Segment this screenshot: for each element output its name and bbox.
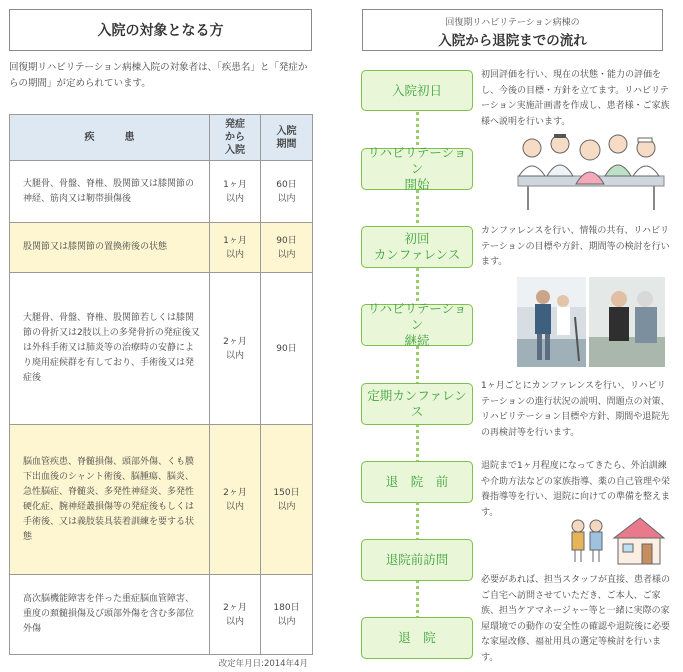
step-admission-day: 入院初日 [361, 70, 473, 111]
table-row [10, 223, 313, 273]
step-rehab-start: リハビリテーション 開始 [361, 148, 473, 190]
admission-criteria-title: 入院の対象となる方 [9, 9, 312, 51]
disease-cell: 大腿骨、骨盤、脊椎、股関節又は膝関節の神経、筋肉又は靭帯損傷後 [10, 161, 210, 223]
disease-criteria-table [9, 114, 313, 655]
period-cell: 180日 以内 [261, 575, 313, 655]
onset-cell: 2ヶ月 以内 [210, 425, 261, 575]
step-rehab-continue: リハビリテーション 継続 [361, 304, 473, 346]
rehab-therapy-photo [589, 277, 665, 367]
rehab-walking-photo [517, 277, 586, 367]
care-team-illustration [510, 126, 670, 212]
table-row [10, 575, 313, 655]
onset-column-header: 発症 から 入院 [210, 115, 261, 161]
flow-title: 入院から退院までの流れ [438, 33, 587, 49]
table-row [10, 273, 313, 425]
onset-cell: 2ヶ月 以内 [210, 575, 261, 655]
desc-admission-day: 初回評価を行い、現在の状態・能力の評価をし、今後の目標・方針を立てます。リハビリテーション実施計画書を作成し、患者様・ご家族様へ説明を行います。 [481, 70, 670, 127]
onset-cell: 1ヶ月 以内 [210, 161, 261, 223]
desc-discharge-visit: 必要があれば、担当スタッフが直接、患者様のご自宅へ訪問させていただき、ご本人、ご家族、担当ケアマネージャー等と一緒に実際の家屋環境での動作の安全性の確認や退院後に必要な家屋改修、福祉用具の選定等検討を行います。 [481, 575, 671, 663]
onset-cell: 2ヶ月 以内 [210, 273, 261, 425]
admission-criteria-intro: 回復期リハビリテーション病棟入院の対象者は、「疾患名」と「発症からの期間」が定められています。 [9, 62, 308, 89]
step-pre-discharge-visit: 退院前訪問 [361, 539, 473, 581]
period-cell: 90日 [261, 273, 313, 425]
flow-subtitle: 回復期リハビリテーション病棟の [445, 18, 580, 28]
disease-cell: 股関節又は膝関節の置換術後の状態 [10, 223, 210, 273]
table-header-row [10, 115, 313, 161]
flow-title-box [362, 9, 663, 51]
disease-column-header: 疾 患 [10, 115, 210, 161]
desc-pre-discharge: 退院まで1ヶ月程度になってきたら、外泊訓練や介助方法などの家族指導、薬の自己管理や栄養指導等を行い、退院に向けての準備を整えます。 [481, 461, 671, 518]
step-first-conference: 初回 カンファレンス [361, 226, 473, 268]
step-regular-conference: 定期カンファレンス [361, 383, 473, 425]
period-cell: 150日 以内 [261, 425, 313, 575]
desc-first-conference: カンファレンスを行い、情報の共有、リハビリテーションの目標や方針、期間等の検討を行います。 [481, 226, 670, 268]
desc-regular-conference: 1ヶ月ごとにカンファレンスを行い、リハビリテーションの進行状況の説明、問題点の対策、リハビリテーション目標や方針、期間や退院先の再検討等を行います。 [481, 381, 670, 438]
period-column-header: 入院 期間 [261, 115, 313, 161]
table-row [10, 425, 313, 575]
step-pre-discharge: 退 院 前 [361, 461, 473, 503]
disease-cell: 脳血管疾患、脊髄損傷、頭部外傷、くも膜下出血後のシャント術後、脳腫瘍、脳炎、急性脳症、脊髄炎、多発性神経炎、多発性硬化症、腕神経叢損傷等の発症後もしくは手術後、又は義肢装具装着訓練を要する状態 [10, 425, 210, 575]
step-discharge: 退 院 [361, 617, 473, 659]
period-cell: 60日 以内 [261, 161, 313, 223]
onset-cell: 1ヶ月 以内 [210, 223, 261, 273]
table-row [10, 161, 313, 223]
disease-cell: 高次脳機能障害を伴った重症脳血管障害、重度の頚髄損傷及び頭部外傷を含む多部位外傷 [10, 575, 210, 655]
disease-cell: 大腿骨、骨盤、脊椎、股関節若しくは膝関節の骨折又は2肢以上の多発骨折の発症後又は外科手術又は肺炎等の治療時の安静により廃用症候群を有しており、手術後又は発症後 [10, 273, 210, 425]
home-visit-illustration [566, 514, 666, 566]
revision-date: 改定年月日:2014年4月 [218, 659, 308, 669]
period-cell: 90日 以内 [261, 223, 313, 273]
